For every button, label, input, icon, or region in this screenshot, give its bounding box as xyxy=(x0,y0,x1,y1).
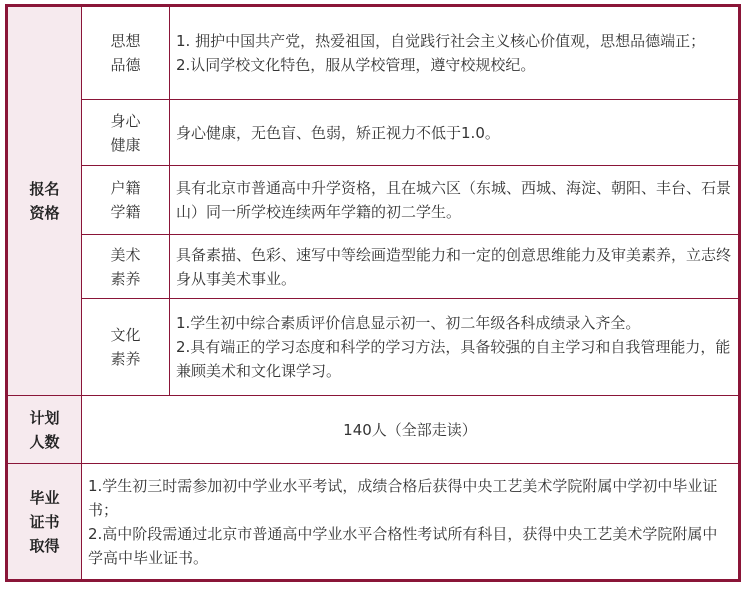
row-label-art: 美术 素养 xyxy=(82,235,170,299)
category-certificate: 毕业 证书 取得 xyxy=(8,464,82,580)
row-label-culture: 文化 素养 xyxy=(82,299,170,396)
enrollment-count: 140人（全部走读） xyxy=(82,396,739,464)
row-label-ideology: 思想 品德 xyxy=(82,7,170,100)
table-row-culture xyxy=(8,299,739,396)
table-row-art xyxy=(8,235,739,299)
row-content-ideology: 1. 拥护中国共产党，热爱祖国，自觉践行社会主义核心价值观，思想品德端正； 2.认同学校文化特色，服从学校管理，遵守校规校纪。 xyxy=(170,7,739,100)
table-row-certificate xyxy=(8,464,739,580)
row-content-health: 身心健康，无色盲、色弱，矫正视力不低于1.0。 xyxy=(170,100,739,166)
certificate-content: 1.学生初三时需参加初中学业水平考试，成绩合格后获得中央工艺美术学院附属中学初中毕业证书； 2.高中阶段需通过北京市普通高中学业水平合格性考试所有科目，获得中央工艺美术学院附属中学高中毕业证书。 xyxy=(82,464,739,580)
category-enrollment: 计划 人数 xyxy=(8,396,82,464)
category-eligibility: 报名 资格 xyxy=(8,7,82,396)
row-content-culture: 1.学生初中综合素质评价信息显示初一、初二年级各科成绩录入齐全。 2.具有端正的学习态度和科学的学习方法，具备较强的自主学习和自我管理能力，能兼顾美术和文化课学习。 xyxy=(170,299,739,396)
table-row-residency xyxy=(8,166,739,235)
admission-requirements-table xyxy=(7,6,739,580)
row-content-art: 具备素描、色彩、速写中等绘画造型能力和一定的创意思维能力及审美素养，立志终身从事美术事业。 xyxy=(170,235,739,299)
table-row-ideology xyxy=(8,7,739,100)
row-label-health: 身心 健康 xyxy=(82,100,170,166)
row-label-residency: 户籍 学籍 xyxy=(82,166,170,235)
table-row-enrollment xyxy=(8,396,739,464)
row-content-residency: 具有北京市普通高中升学资格，且在城六区（东城、西城、海淀、朝阳、丰台、石景山）同一所学校连续两年学籍的初二学生。 xyxy=(170,166,739,235)
table-row-health xyxy=(8,100,739,166)
admission-table-frame xyxy=(5,4,741,582)
